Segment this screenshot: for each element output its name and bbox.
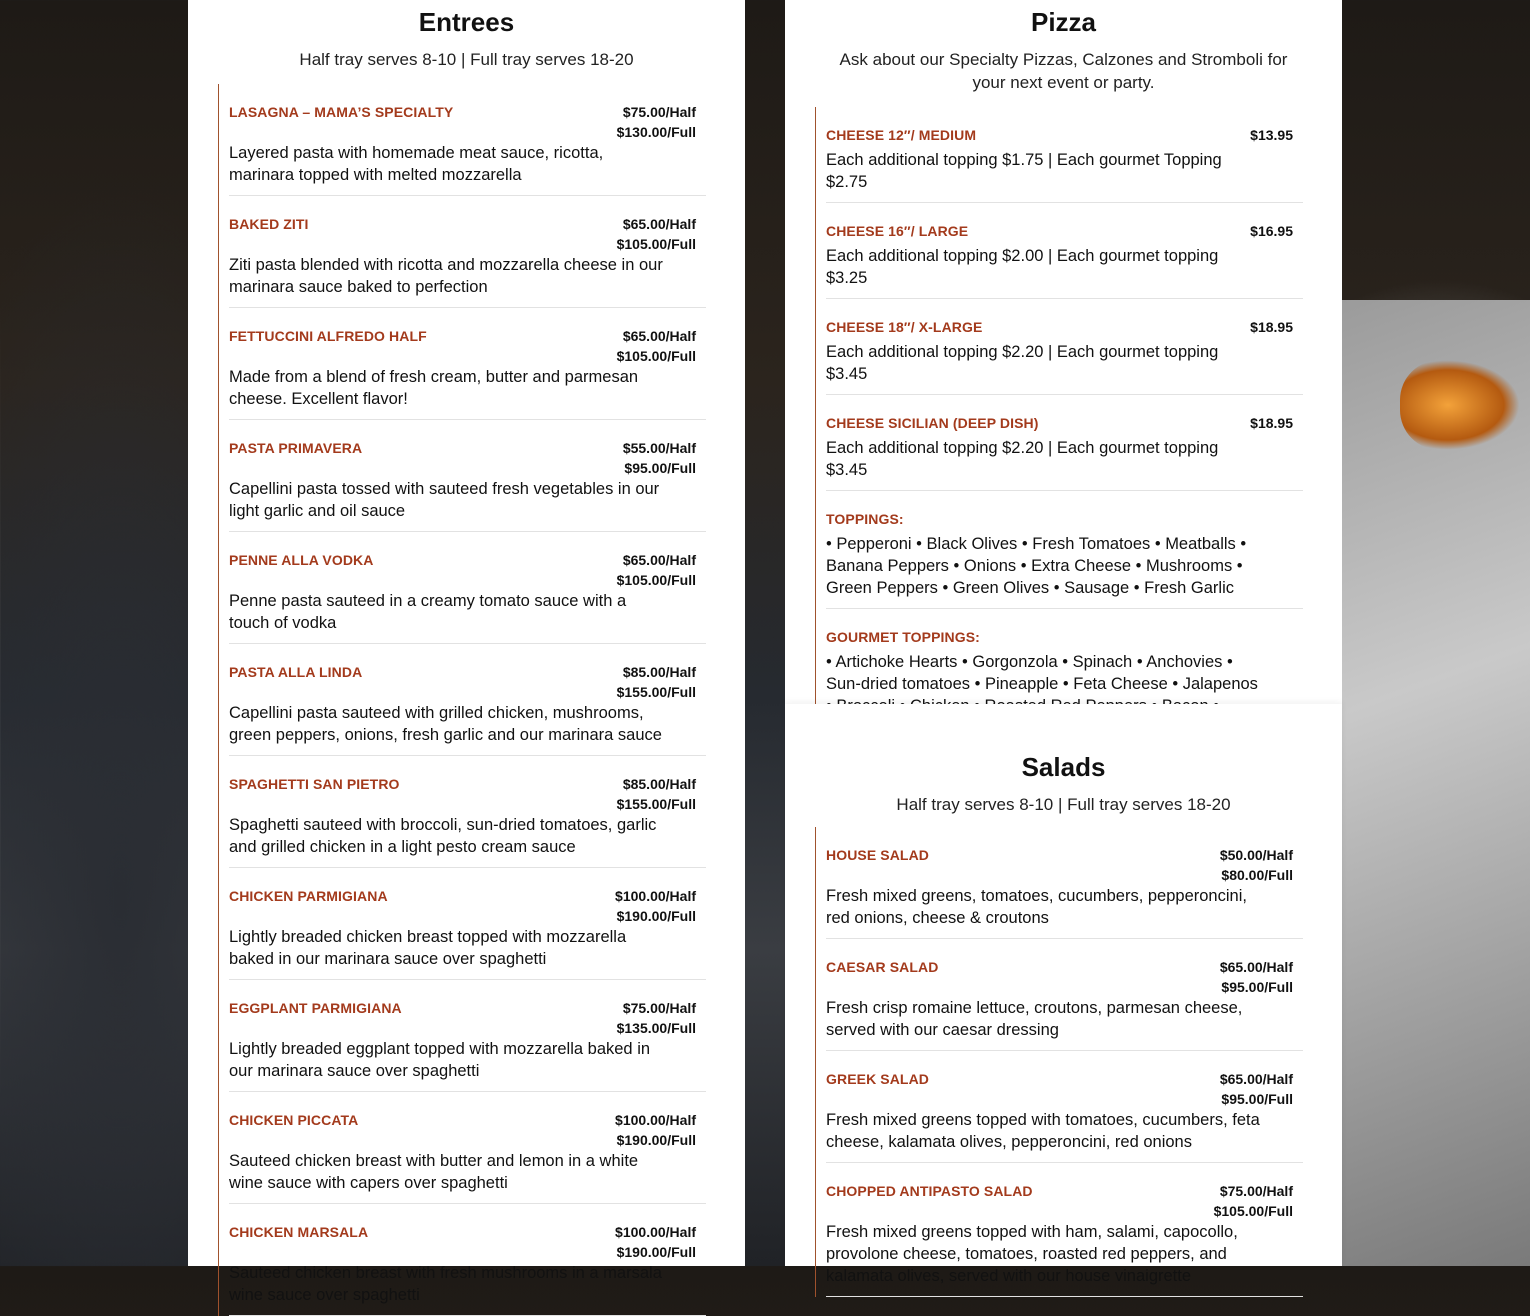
item-description: Each additional topping $1.75 | Each gourmet Topping $2.75 bbox=[826, 151, 1222, 191]
item-name: GOURMET TOPPINGS: bbox=[826, 629, 980, 645]
item-price: $65.00/Half $105.00/Full bbox=[616, 216, 696, 252]
menu-item bbox=[826, 203, 1303, 299]
item-name: CHOPPED ANTIPASTO SALAD bbox=[826, 1183, 1033, 1199]
menu-item bbox=[826, 107, 1303, 203]
item-description: Lightly breaded eggplant topped with mozzarella baked in our marinara sauce over spaghetti bbox=[229, 1040, 651, 1080]
menu-item bbox=[229, 308, 706, 420]
menu-item bbox=[229, 644, 706, 756]
item-description: Lightly breaded chicken breast topped with mozzarella baked in our marinara sauce over spaghetti bbox=[229, 928, 627, 968]
menu-item bbox=[229, 1092, 706, 1204]
item-price: $100.00/Half $190.00/Full bbox=[615, 1224, 696, 1260]
item-description: Each additional topping $2.00 | Each gourmet topping $3.25 bbox=[826, 247, 1219, 287]
menu-item bbox=[826, 827, 1303, 939]
item-description: Each additional topping $2.20 | Each gourmet topping $3.45 bbox=[826, 343, 1219, 383]
item-price: $75.00/Half $105.00/Full bbox=[1213, 1183, 1293, 1219]
menu-item bbox=[826, 1163, 1303, 1297]
item-name: HOUSE SALAD bbox=[826, 847, 929, 863]
item-price: $65.00/Half $105.00/Full bbox=[616, 552, 696, 588]
item-description: Capellini pasta tossed with sauteed fresh vegetables in our light garlic and oil sauce bbox=[229, 480, 660, 520]
menu-item bbox=[229, 84, 706, 196]
item-price: $16.95 bbox=[1250, 223, 1293, 239]
item-name: TOPPINGS: bbox=[826, 511, 904, 527]
item-name: FETTUCCINI ALFREDO HALF bbox=[229, 328, 427, 344]
menu-item bbox=[229, 420, 706, 532]
pizza-title: Pizza bbox=[1030, 7, 1097, 37]
menu-item bbox=[826, 1051, 1303, 1163]
item-name: BAKED ZITI bbox=[229, 216, 309, 232]
item-description: Sauteed chicken breast with fresh mushrooms in a marsala wine sauce over spaghetti bbox=[229, 1264, 662, 1304]
item-price: $50.00/Half $80.00/Full bbox=[1219, 847, 1293, 883]
item-price: $13.95 bbox=[1250, 127, 1293, 143]
pizza-list bbox=[815, 107, 1303, 771]
item-price: $65.00/Half $95.00/Full bbox=[1219, 1071, 1293, 1107]
item-name: CHEESE 18″/ X-LARGE bbox=[826, 319, 983, 335]
menu-item bbox=[229, 868, 706, 980]
item-name: CHEESE SICILIAN (DEEP DISH) bbox=[826, 415, 1039, 431]
item-name: PASTA PRIMAVERA bbox=[229, 440, 363, 456]
pizza-panel bbox=[785, 0, 1342, 704]
item-description: Penne pasta sauteed in a creamy tomato sauce with a touch of vodka bbox=[229, 592, 627, 632]
item-name: SPAGHETTI SAN PIETRO bbox=[229, 776, 400, 792]
item-name: CAESAR SALAD bbox=[826, 959, 939, 975]
menu-item bbox=[826, 299, 1303, 395]
item-name: CHICKEN MARSALA bbox=[229, 1224, 369, 1240]
entrees-list bbox=[218, 84, 706, 1316]
menu-item bbox=[229, 1204, 706, 1316]
item-description: Capellini pasta sauteed with grilled chicken, mushrooms, green peppers, onions, fresh garlic and our marinara sauce bbox=[229, 704, 662, 744]
item-name: EGGPLANT PARMIGIANA bbox=[229, 1000, 402, 1016]
menu-item bbox=[229, 532, 706, 644]
menu-item bbox=[229, 196, 706, 308]
pizza-subtitle: Ask about our Specialty Pizzas, Calzones and Stromboli for your next event or party. bbox=[839, 50, 1288, 92]
item-price: $75.00/Half $135.00/Full bbox=[616, 1000, 696, 1036]
item-name: CHEESE 16″/ LARGE bbox=[826, 223, 969, 239]
item-price: $85.00/Half $155.00/Full bbox=[616, 776, 696, 812]
item-description: Each additional topping $2.20 | Each gourmet topping $3.45 bbox=[826, 439, 1219, 479]
item-description: • Pepperoni • Black Olives • Fresh Tomatoes • Meatballs • Banana Peppers • Onions • Extra Cheese • Mushrooms • Green Peppers • Green Olives • Sausage • Fresh Garlic bbox=[826, 535, 1247, 597]
item-name: PENNE ALLA VODKA bbox=[229, 552, 374, 568]
item-description: Spaghetti sauteed with broccoli, sun-dried tomatoes, garlic and grilled chicken in a light pesto cream sauce bbox=[229, 816, 657, 856]
item-description: Fresh mixed greens topped with tomatoes, cucumbers, feta cheese, kalamata olives, pepperoncini, red onions bbox=[826, 1111, 1260, 1151]
item-price: $18.95 bbox=[1250, 415, 1293, 431]
item-price: $100.00/Half $190.00/Full bbox=[615, 888, 696, 924]
item-description: Sauteed chicken breast with butter and lemon in a white wine sauce with capers over spaghetti bbox=[229, 1152, 639, 1192]
salads-title: Salads bbox=[1021, 752, 1106, 782]
menu-item bbox=[826, 395, 1303, 491]
item-price: $18.95 bbox=[1250, 319, 1293, 335]
salads-list bbox=[815, 827, 1303, 1297]
background-headlight bbox=[1400, 360, 1520, 450]
item-price: $55.00/Half $95.00/Full bbox=[622, 440, 696, 476]
menu-item bbox=[229, 980, 706, 1092]
item-name: GREEK SALAD bbox=[826, 1071, 929, 1087]
item-name: CHICKEN PARMIGIANA bbox=[229, 888, 388, 904]
salads-subtitle: Half tray serves 8-10 | Full tray serves 18-20 bbox=[896, 795, 1231, 814]
item-name: CHEESE 12″/ MEDIUM bbox=[826, 127, 977, 143]
entrees-title: Entrees bbox=[418, 7, 515, 37]
menu-item bbox=[826, 939, 1303, 1051]
menu-item bbox=[826, 491, 1303, 609]
item-price: $65.00/Half $95.00/Full bbox=[1219, 959, 1293, 995]
item-description: Fresh mixed greens, tomatoes, cucumbers, pepperoncini, red onions, cheese & croutons bbox=[826, 887, 1247, 927]
item-price: $65.00/Half $105.00/Full bbox=[616, 328, 696, 364]
item-description: Made from a blend of fresh cream, butter and parmesan cheese. Excellent flavor! bbox=[229, 368, 639, 408]
item-name: CHICKEN PICCATA bbox=[229, 1112, 359, 1128]
item-name: PASTA ALLA LINDA bbox=[229, 664, 363, 680]
item-description: Fresh crisp romaine lettuce, croutons, parmesan cheese, served with our caesar dressing bbox=[826, 999, 1243, 1039]
item-description: Ziti pasta blended with ricotta and mozzarella cheese in our marinara sauce baked to perfection bbox=[229, 256, 663, 296]
menu-item bbox=[229, 756, 706, 868]
salads-panel bbox=[785, 704, 1342, 1285]
item-price: $75.00/Half $130.00/Full bbox=[616, 104, 696, 140]
item-description: Layered pasta with homemade meat sauce, ricotta, marinara topped with melted mozzarella bbox=[229, 144, 604, 184]
item-price: $100.00/Half $190.00/Full bbox=[615, 1112, 696, 1148]
item-description: • Artichoke Hearts • Gorgonzola • Spinach • Anchovies • Sun-dried tomatoes • Pineapple • Feta Cheese • Jalapenos bbox=[826, 653, 1258, 693]
item-description: Fresh mixed greens topped with ham, salami, capocollo, provolone cheese, tomatoes, roasted red peppers, and kalamata olives, served with our house vinaigrette bbox=[826, 1223, 1238, 1285]
item-name: LASAGNA – MAMA’S SPECIALTY bbox=[229, 104, 454, 120]
entrees-subtitle: Half tray serves 8-10 | Full tray serves 18-20 bbox=[299, 50, 634, 69]
entrees-panel bbox=[188, 0, 745, 1304]
item-price: $85.00/Half $155.00/Full bbox=[616, 664, 696, 700]
